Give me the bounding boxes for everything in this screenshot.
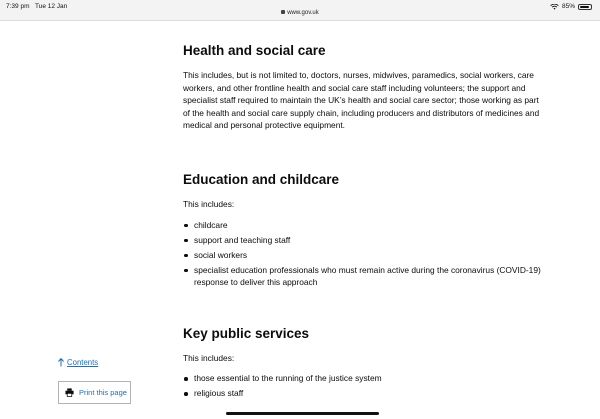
print-button-label: Print this page [79, 388, 127, 397]
status-right [550, 3, 592, 10]
url-text: www.gov.uk [287, 10, 319, 16]
contents-link[interactable] [58, 358, 98, 367]
section-intro: This includes: [183, 198, 235, 209]
arrow-up-icon [58, 358, 64, 367]
list-item: those essential to the running of the justice system [183, 372, 543, 384]
battery-percent: 85% [561, 3, 575, 10]
home-indicator[interactable] [226, 412, 379, 415]
status-bar [0, 0, 600, 21]
contents-link-text[interactable]: Contents [67, 358, 99, 367]
bullet-list [183, 219, 543, 288]
wifi-icon [550, 4, 559, 10]
section-public-services [183, 325, 543, 400]
battery-icon [578, 4, 592, 10]
list-item: childcare [183, 219, 543, 231]
section-health [183, 42, 543, 132]
list-item: specialist education professionals who must remain active during the coronavirus (COVID-19) response to deliver this approach [183, 264, 543, 288]
status-time: 7:39 pm [6, 3, 30, 10]
section-heading: Health and social care [183, 43, 326, 58]
print-button[interactable] [58, 381, 131, 404]
section-education [183, 171, 543, 288]
section-heading: Education and childcare [183, 171, 340, 187]
address-bar[interactable] [0, 10, 600, 16]
main-content [183, 42, 543, 399]
printer-icon [65, 388, 74, 397]
list-item: social workers [183, 249, 543, 261]
lock-icon [281, 10, 285, 14]
list-item: support and teaching staff [183, 234, 543, 246]
status-date: Tue 12 Jan [35, 3, 68, 10]
bullet-list [183, 372, 543, 399]
section-paragraph: This includes, but is not limited to, doctors, nurses, midwives, paramedics, social workers, care workers, and other frontline health and social care staff including volunteers; the support and specialist staff required to maintain the UK’s health and social care sector; those working as part of the health and social care supply chain, including producers and distributors of medicines and medical and personal protective equipment. [183, 70, 540, 131]
battery-fill [580, 6, 589, 8]
section-intro: This includes: [183, 352, 235, 363]
list-item: religious staff [183, 387, 543, 399]
section-heading: Key public services [183, 325, 310, 341]
